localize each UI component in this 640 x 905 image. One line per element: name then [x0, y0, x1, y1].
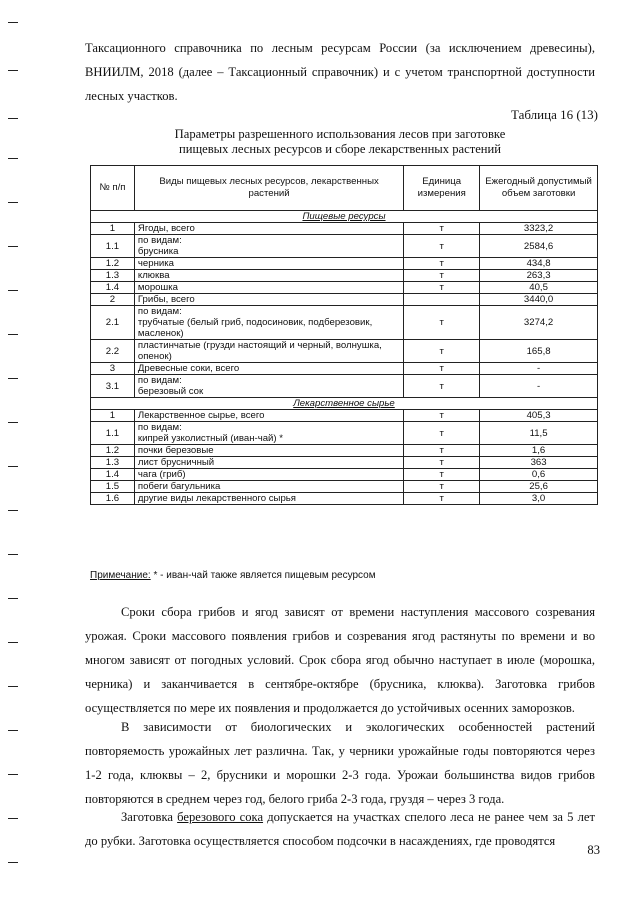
header-volume: Ежегодный допустимый объем заготовки [480, 166, 598, 211]
table-row [91, 223, 598, 235]
row-unit: т [404, 445, 480, 457]
section-food [91, 211, 598, 223]
note-text: * - иван-чай также является пищевым ресурсом [150, 570, 376, 581]
row-unit: т [404, 469, 480, 481]
row-name: морошка [134, 282, 403, 294]
paragraph-2-text: В зависимости от биологических и экологических особенностей растений повторяемость урожайных лет различна. Так, у черники урожайные годы повторяются через 1-2 года, клюквы – 2, брусники и морошки 2-3 года. Урожаи большинства видов грибов повторяются в среднем через год, белого гриба 2-3 года, груздя – через 3 года. [85, 720, 595, 806]
row-name: Лекарственное сырье, всего [134, 410, 403, 422]
row-volume: 434,8 [480, 258, 598, 270]
table-row [91, 363, 598, 375]
paragraph-1 [85, 600, 595, 720]
row-unit: т [404, 422, 480, 445]
row-volume: 263,3 [480, 270, 598, 282]
header-kind: Виды пищевых лесных ресурсов, лекарственных растений [134, 166, 403, 211]
table-row [91, 270, 598, 282]
resources-table [90, 165, 598, 505]
row-unit: т [404, 410, 480, 422]
row-number: 2.1 [91, 306, 135, 340]
paragraph-1-text: Сроки сбора грибов и ягод зависят от времени наступления массового созревания урожая. Сроки массового появления грибов и созревания ягод растянуты по времени и во многом зависят от погодных условий. Срок сбора ягод обычно наступает в июле (морошка, черника) и заканчивается в сентябре-октябре (брусника, клюква). Заготовка грибов осуществляется по мере их появления и продолжается до устойчивых осенних заморозков. [85, 605, 595, 715]
table-row [91, 469, 598, 481]
row-volume: - [480, 375, 598, 398]
row-volume: 2584,6 [480, 235, 598, 258]
row-name: чага (гриб) [134, 469, 403, 481]
row-number: 2.2 [91, 340, 135, 363]
row-unit: т [404, 493, 480, 505]
row-volume: 1,6 [480, 445, 598, 457]
header-num: № п/п [91, 166, 135, 211]
row-name: Древесные соки, всего [134, 363, 403, 375]
header-unit: Единица измерения [404, 166, 480, 211]
note-label: Примечание: [90, 570, 151, 581]
row-number: 1 [91, 410, 135, 422]
row-unit: т [404, 481, 480, 493]
section-food-title: Пищевые ресурсы [91, 211, 598, 223]
paragraph-2 [85, 715, 595, 811]
row-number: 2 [91, 294, 135, 306]
row-unit: т [404, 223, 480, 235]
row-volume: 3323,2 [480, 223, 598, 235]
table-row [91, 258, 598, 270]
row-volume: 363 [480, 457, 598, 469]
table-row [91, 445, 598, 457]
row-unit: т [404, 235, 480, 258]
row-name: клюква [134, 270, 403, 282]
row-name: по видам: кипрей узколистный (иван-чай) * [134, 422, 403, 445]
row-unit: т [404, 457, 480, 469]
row-number: 1.2 [91, 258, 135, 270]
table-row [91, 282, 598, 294]
table-note [90, 570, 376, 581]
row-unit: т [404, 340, 480, 363]
row-volume: 3440,0 [480, 294, 598, 306]
table-row [91, 493, 598, 505]
table-row [91, 340, 598, 363]
page-number: 83 [587, 843, 600, 857]
row-number: 1.1 [91, 422, 135, 445]
row-name: почки березовые [134, 445, 403, 457]
row-volume: 405,3 [480, 410, 598, 422]
table-row [91, 457, 598, 469]
row-name: черника [134, 258, 403, 270]
row-name: по видам: трубчатые (белый гриб, подосиновик, подберезовик, масленок) [134, 306, 403, 340]
section-medicinal [91, 398, 598, 410]
row-unit [404, 294, 480, 306]
row-volume: 11,5 [480, 422, 598, 445]
row-number: 3 [91, 363, 135, 375]
row-name: другие виды лекарственного сырья [134, 493, 403, 505]
section-medicinal-title: Лекарственное сырье [91, 398, 598, 410]
row-volume: - [480, 363, 598, 375]
row-name: пластинчатые (грузди настоящий и черный, волнушка, опенок) [134, 340, 403, 363]
row-number: 1.3 [91, 270, 135, 282]
table-label: Таблица 16 (13) [510, 107, 598, 122]
row-volume: 165,8 [480, 340, 598, 363]
row-number: 1.4 [91, 282, 135, 294]
paragraph-3-b: допускается на участках спелого леса не ранее чем за 5 лет до рубки. Заготовка осуществляется способом подсочки в насаждениях, где проводятся [85, 810, 595, 848]
row-name: по видам: березовый сок [134, 375, 403, 398]
row-volume: 3,0 [480, 493, 598, 505]
table-row [91, 422, 598, 445]
row-number: 3.1 [91, 375, 135, 398]
row-unit: т [404, 282, 480, 294]
paragraph-3-a: Заготовка [121, 810, 178, 824]
table-caption [120, 127, 560, 157]
row-unit: т [404, 270, 480, 282]
row-volume: 25,6 [480, 481, 598, 493]
row-number: 1.1 [91, 235, 135, 258]
table-row [91, 294, 598, 306]
row-volume: 3274,2 [480, 306, 598, 340]
row-number: 1 [91, 223, 135, 235]
table-row [91, 481, 598, 493]
row-name: Грибы, всего [134, 294, 403, 306]
row-number: 1.5 [91, 481, 135, 493]
table-caption-line1: Параметры разрешенного использования лесов при заготовке [174, 127, 506, 141]
row-number: 1.3 [91, 457, 135, 469]
row-volume: 0,6 [480, 469, 598, 481]
table-row [91, 375, 598, 398]
row-number: 1.6 [91, 493, 135, 505]
row-number: 1.2 [91, 445, 135, 457]
row-name: лист брусничный [134, 457, 403, 469]
row-unit: т [404, 306, 480, 340]
row-unit: т [404, 375, 480, 398]
margin-ticks [0, 0, 30, 905]
paragraph-top: Таксационного справочника по лесным ресурсам России (за исключением древесины), ВНИИЛМ, 2018 (далее – Таксационный справочник) и с учетом транспортной доступности лесных участков. [85, 41, 595, 103]
row-name: Ягоды, всего [134, 223, 403, 235]
row-unit: т [404, 258, 480, 270]
table-row [91, 235, 598, 258]
row-number: 1.4 [91, 469, 135, 481]
row-name: побеги багульника [134, 481, 403, 493]
row-volume: 40,5 [480, 282, 598, 294]
paragraph-3 [85, 805, 595, 853]
paragraph-3-underlined: березового сока [177, 810, 264, 824]
table-row [91, 410, 598, 422]
table-row [91, 306, 598, 340]
row-unit: т [404, 363, 480, 375]
table-caption-line2: пищевых лесных ресурсов и сборе лекарственных растений [178, 142, 502, 156]
row-name: по видам: брусника [134, 235, 403, 258]
